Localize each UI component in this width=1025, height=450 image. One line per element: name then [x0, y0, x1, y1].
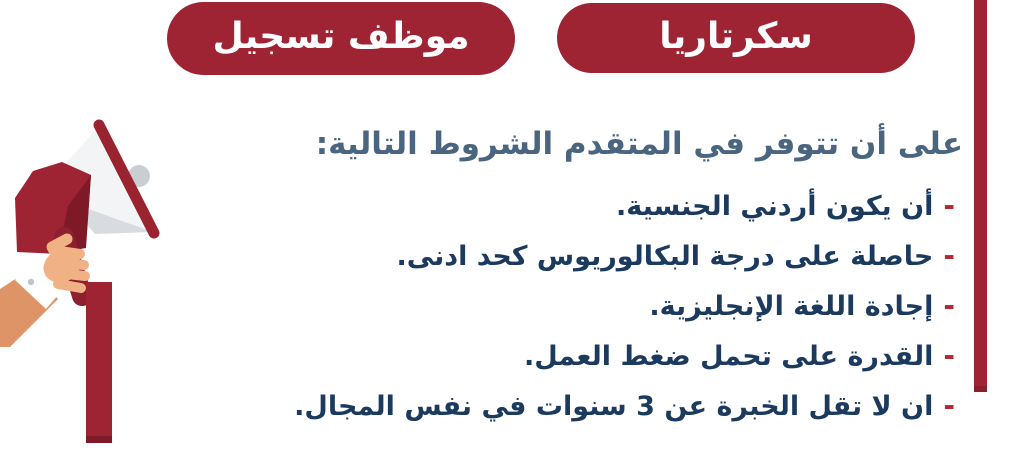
finger-3	[58, 273, 85, 276]
requirement-item	[294, 388, 955, 424]
requirement-text: ان لا تقل الخبرة عن 3 سنوات في نفس المجال.	[294, 390, 934, 422]
requirement-item	[294, 338, 955, 374]
requirement-item	[294, 238, 955, 274]
dash-bullet: -	[943, 239, 955, 272]
requirement-text: حاصلة على درجة البكالوريوس كحد ادنى.	[396, 240, 934, 272]
megaphone-pole	[86, 282, 112, 436]
megaphone-pole-tip	[86, 436, 112, 443]
requirement-text: القدرة على تحمل ضغط العمل.	[523, 340, 934, 372]
requirement-text: أن يكون أردني الجنسية.	[615, 190, 934, 222]
cuff-button	[28, 279, 34, 285]
right-accent-bar	[974, 0, 987, 392]
requirement-text: إجادة اللغة الإنجليزية.	[649, 290, 934, 322]
dash-bullet: -	[943, 289, 955, 322]
dash-bullet: -	[943, 189, 955, 222]
requirement-item	[294, 288, 955, 324]
megaphone-icon	[0, 0, 200, 450]
dash-bullet: -	[943, 339, 955, 372]
requirements-list	[294, 188, 955, 438]
finger-1	[53, 250, 80, 254]
finger-4	[58, 284, 81, 288]
job-title-badge-registration-officer: موظف تسجيل	[167, 2, 515, 75]
dash-bullet: -	[943, 389, 955, 422]
finger-2	[56, 262, 84, 265]
conditions-heading: على أن تتوفر في المتقدم الشروط التالية:	[315, 126, 963, 162]
job-title-badge-secretary: سكرتاريا	[557, 3, 915, 73]
requirement-item	[294, 188, 955, 224]
